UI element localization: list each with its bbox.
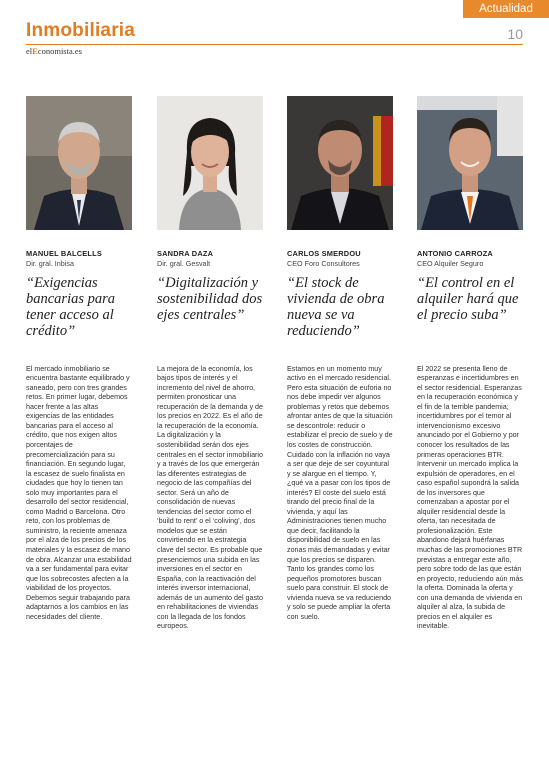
interview-column-carroza [417,96,523,632]
interview-column-smerdou [287,96,393,622]
speaker-role: Dir. gral. Gesvalt [157,258,211,268]
article-body: El 2022 se presenta lleno de esperanzas e incertidumbres en el sector residencial. Esperanzas en la recuperación económica y el fin de la terrible pandemia; incertidumbres por el temor al intervencionismo excesivo anunciado por el Gobierno y por conocer los resultados de las primeras operaciones BTR. Intervenir un mercado implica la expulsión de operadores, en el caso español supondrá la salida de los inversores que comenzaban a apostar por el alquiler residencial desde la oferta, tan necesitada de profesionalización. Este abandono dejará huérfanas muchas de las promociones BTR previstas a entregar este año, pero sobre todo de las que están en proyecto, reduciendo aún más la oferta. Dominada la oferta y con una demanda de vivienda en alquiler al alza, la subida de precios en el alquiler es inevitable. [417,364,523,631]
pull-quote: “El stock de vivienda de obra nueva se va reduciendo” [287,274,385,340]
pull-quote: “Exigencias bancarias para tener acceso al crédito” [26,274,116,340]
portrait-photo [157,96,263,230]
speaker-role: CEO Alquiler Seguro [417,258,484,268]
pull-quote: “El control en el alquiler hará que el precio suba” [417,274,519,323]
pull-quote: “Digitalización y sostenibilidad dos ejes centrales” [157,274,263,323]
speaker-name: CARLOS SMERDOU [287,249,361,258]
speaker-name: SANDRA DAZA [157,249,214,258]
portrait-photo [417,96,523,230]
header-rule [26,44,523,45]
speaker-name: ANTONIO CARROZA [417,249,493,258]
page-number: 10 [507,26,523,42]
publication-logo: elEconomista.es [26,46,82,56]
article-body: La mejora de la economía, los bajos tipos de interés y el incremento del nivel de ahorro, permiten pronosticar una recuperación de la demanda y de los precios en 2022. Es el año de la recuperación de la economía. La digitalización y la sostenibilidad serán dos ejes centrales en el sector inmobiliario y a través de los que emergerán las diferentes estrategias de negocio de las compañías del sector. Será un año de consolidación de nuevas tendencias del sector como el ‘build to rent’ o el ‘coliving’, dos modelos que se están convirtiendo en la estrategia clave del sector. Es probable que presenciemos una subida en las inversiones en el sector en España, con la reactivación del interés inversor internacional, además de un aumento del gasto en rehabilitaciones de viviendas con la llegada de los fondos europeos. [157,364,263,631]
portrait-photo [26,96,132,230]
interview-column-daza [157,96,263,632]
speaker-role: CEO Foro Consultores [287,258,360,268]
article-body: El mercado inmobiliario se encuentra bastante equilibrado y saneado, pero con tres grandes retos. En primer lugar, debemos hacer frente a las altas exigencias de las entidades bancarias para el acceso al crédito, que nos exigen altos porcentajes de precomercialización para su financiación. En segundo lugar, la escasez de suelo finalista en ciudades que hoy lo tienen tan solo muy importantes para el desarrollo del sector residencial, como Madrid o Barcelona. Otro reto, con los problemas de suministro, la reciente amenaza por el alza de los precios de los materiales y la escasez de mano de obra. Alcanzar una estabilidad va a ser fundamental para evitar que los sobrecostes afecten a la viabilidad de los proyectos. Debemos seguir trabajando para adaptarnos a los cambios en las necesidades del cliente. [26,364,132,621]
speaker-name: MANUEL BALCELLS [26,249,102,258]
portrait-photo [287,96,393,230]
article-body: Estamos en un momento muy activo en el mercado residencial. Pero esta situación de euforia no nos debe impedir ver algunos problemas y retos que debemos afrontar antes de que la situación se descontrole: reducir o estabilizar el precio de suelo y de los costes de construcción. Cuidado con la inflación no vaya a ser que deje de ser coyuntural y se alargue en el tiempo. Y, ¿qué va a pasar con los tipos de interés? El coste del suelo está tirando del precio final de la vivienda, y aquí las Administraciones tienen mucho que decir, facilitando la disponibilidad de suelo en las zonas más demandadas y evitar que los precios se disparen. Tanto los grandes como los pequeños promotores buscan suelo para construir. El stock de vivienda nueva se va reduciendo y solo se puede ampliar la oferta con suelo. [287,364,393,621]
interview-column-balcells [26,96,132,622]
speaker-role: Dir. gral. Inbisa [26,258,74,268]
section-tag: Actualidad [463,0,549,18]
section-title: Inmobiliaria [26,20,136,41]
